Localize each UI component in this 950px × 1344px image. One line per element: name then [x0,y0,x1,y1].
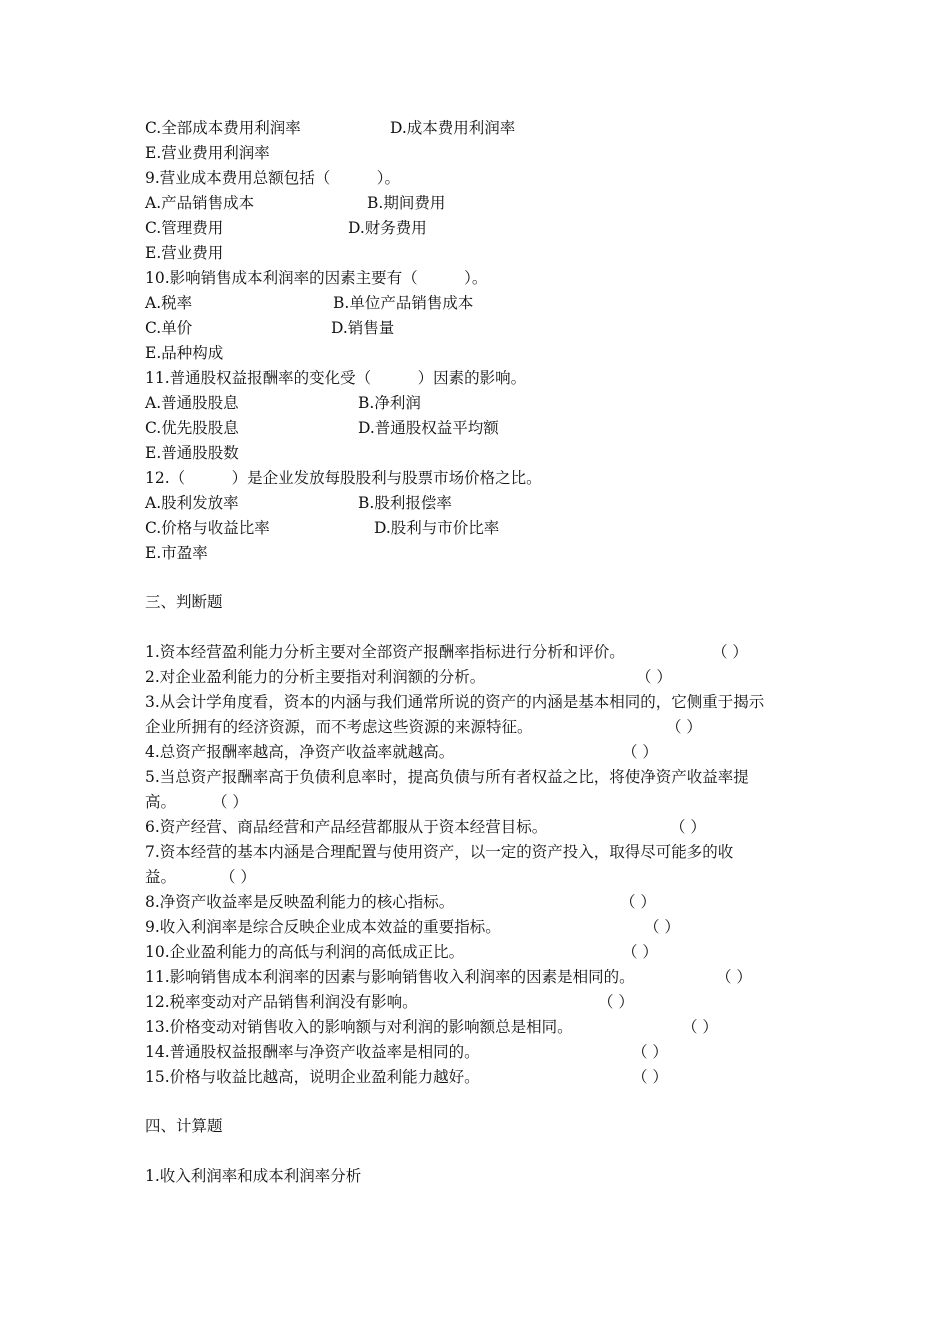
q11-stem: 11.普通股权益报酬率的变化受（ ）因素的影响。 [145,369,527,387]
calc-question-1: 1.收入利润率和成本利润率分析 [145,1167,362,1185]
tf-answer-paren: （ ） [712,643,748,661]
tf-item-8: 8.净资产收益率是反映盈利能力的核心指标。 [145,893,455,911]
tf-answer-paren: （ ） [622,943,658,961]
tf-item-11: 11.影响销售成本利润率的因素与影响销售收入利润率的因素是相同的。 [145,968,635,986]
tf-item-6: 6.资产经营、商品经营和产品经营都服从于资本经营目标。 [145,818,548,836]
tf-answer-paren: （ ） [632,1043,668,1061]
tf-item-3-line-2: 企业所拥有的经济资源，而不考虑这些资源的来源特征。 [145,718,533,736]
q12-option-e: E.市盈率 [145,544,208,562]
tf-item-4: 4.总资产报酬率越高，净资产收益率就越高。 [145,743,455,761]
tf-item-3-line-1: 3.从会计学角度看，资本的内涵与我们通常所说的资产的内涵是基本相同的，它侧重于揭示 [145,693,765,711]
tf-answer-paren: （ ） [670,818,706,836]
q10-stem: 10.影响销售成本利润率的因素主要有（ ）。 [145,269,488,287]
q8-option-d: D.成本费用利润率 [390,119,516,137]
tf-item-1: 1.资本经营盈利能力分析主要对全部资产报酬率指标进行分析和评价。 [145,643,625,661]
tf-answer-paren: （ ） [666,718,702,736]
tf-section-heading: 三、判断题 [145,593,223,611]
q8-option-c: C.全部成本费用利润率 [145,119,301,137]
q10-option-e: E.品种构成 [145,344,224,362]
tf-answer-paren: （ ） [682,1018,718,1036]
tf-answer-paren: （ ） [716,968,752,986]
tf-answer-paren: （ ） [644,918,680,936]
tf-answer-paren: （ ） [598,993,634,1011]
tf-answer-paren: （ ） [632,1068,668,1086]
tf-item-7-line-1: 7.资本经营的基本内涵是合理配置与使用资产，以一定的资产投入，取得尽可能多的收 [145,843,734,861]
tf-item-2: 2.对企业盈利能力的分析主要指对利润额的分析。 [145,668,486,686]
q10-option-d: D.销售量 [331,319,395,337]
q12-stem: 12.（ ）是企业发放每股股利与股票市场价格之比。 [145,469,542,487]
q8-option-e: E.营业费用利润率 [145,144,270,162]
calc-section-heading: 四、计算题 [145,1117,223,1135]
tf-answer-paren: （ ） [220,868,256,886]
q10-option-a: A.税率 [145,294,193,312]
tf-item-15: 15.价格与收益比越高，说明企业盈利能力越好。 [145,1068,480,1086]
tf-answer-paren: （ ） [212,793,248,811]
q9-option-a: A.产品销售成本 [145,194,255,212]
tf-item-12: 12.税率变动对产品销售利润没有影响。 [145,993,418,1011]
q9-option-e: E.营业费用 [145,244,224,262]
tf-item-9: 9.收入利润率是综合反映企业成本效益的重要指标。 [145,918,501,936]
q12-option-d: D.股利与市价比率 [374,519,500,537]
tf-answer-paren: （ ） [636,668,672,686]
tf-answer-paren: （ ） [622,743,658,761]
tf-item-14: 14.普通股权益报酬率与净资产收益率是相同的。 [145,1043,480,1061]
q12-option-b: B.股利报偿率 [358,494,452,512]
q9-option-b: B.期间费用 [367,194,446,212]
tf-item-5-line-1: 5.当总资产报酬率高于负债利息率时，提高负债与所有者权益之比，将使净资产收益率提 [145,768,749,786]
q12-option-a: A.股利发放率 [145,494,239,512]
q11-option-c: C.优先股股息 [145,419,239,437]
q11-option-a: A.普通股股息 [145,394,239,412]
tf-item-5-line-2: 高。 [145,793,177,811]
tf-item-7-line-2: 益。 [145,868,177,886]
q11-option-d: D.普通股权益平均额 [358,419,499,437]
q11-option-e: E.普通股股数 [145,444,239,462]
q12-option-c: C.价格与收益比率 [145,519,270,537]
q9-option-d: D.财务费用 [348,219,427,237]
q9-option-c: C.管理费用 [145,219,224,237]
q10-option-c: C.单价 [145,319,193,337]
tf-item-13: 13.价格变动对销售收入的影响额与对利润的影响额总是相同。 [145,1018,573,1036]
tf-answer-paren: （ ） [620,893,656,911]
q10-option-b: B.单位产品销售成本 [333,294,474,312]
q9-stem: 9.营业成本费用总额包括（ ）。 [145,169,401,187]
tf-item-10: 10.企业盈利能力的高低与利润的高低成正比。 [145,943,465,961]
q11-option-b: B.净利润 [358,394,421,412]
